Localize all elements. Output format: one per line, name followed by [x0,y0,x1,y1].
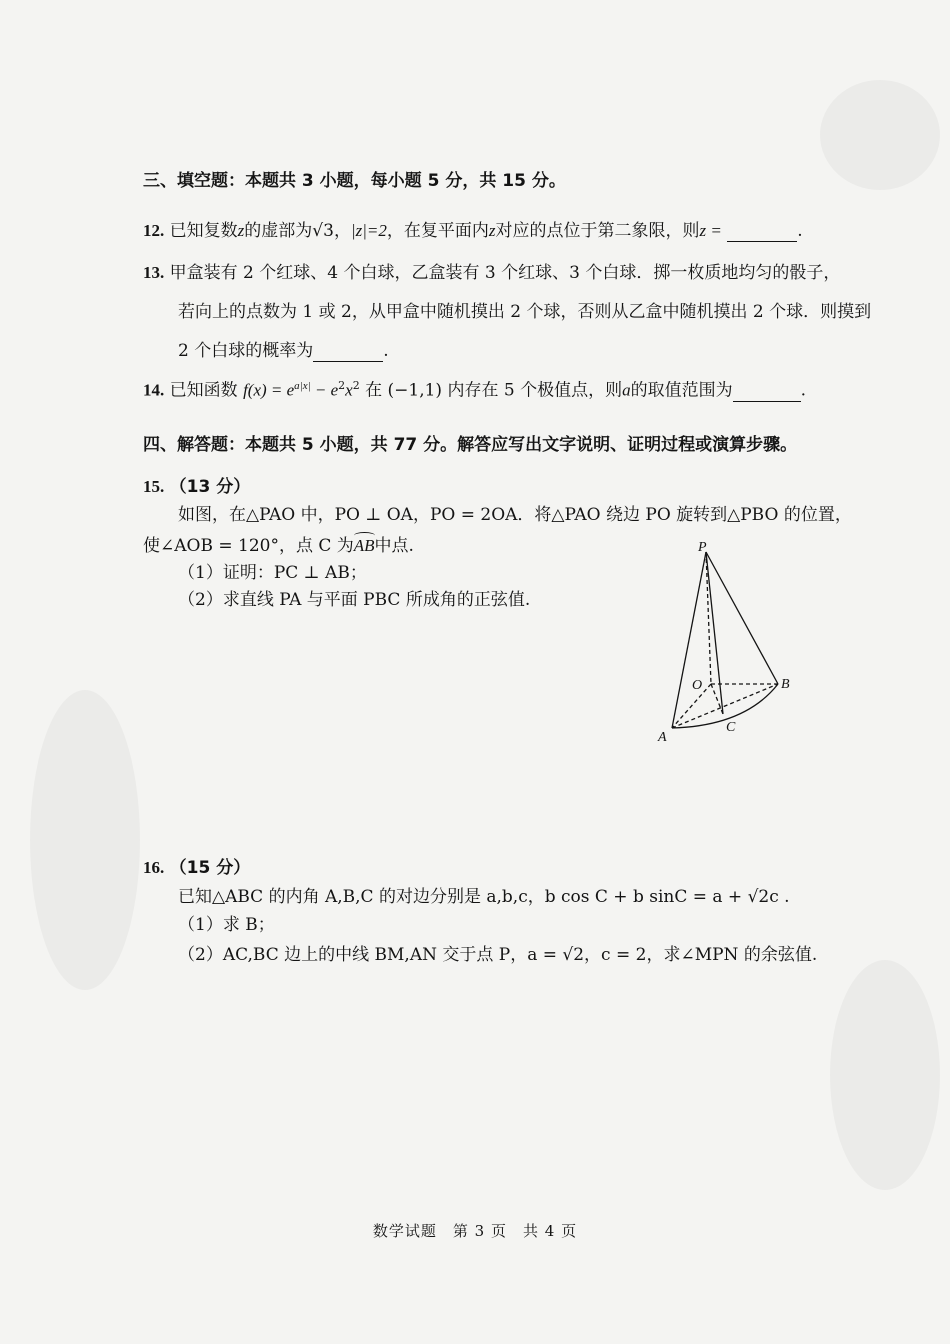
q12-end: . [797,221,803,241]
q14-text: 的取值范围为 [630,380,733,401]
q12-text: ， [333,221,351,241]
question-number: 13. [143,263,165,282]
q15-part1: （1）证明：PC ⊥ AB； [178,563,367,583]
edge-PC [706,552,723,714]
answer-blank[interactable] [313,345,383,362]
q14-end: . [800,380,806,401]
q16-line1: 已知△ABC 的内角 A,B,C 的对边分别是 a,b,c，b cos C + b sinC = a + √2c . [178,887,790,907]
edge-AB [672,684,778,728]
q12-var: z [488,221,496,240]
q13-line3-wrap [178,340,389,362]
q12-text: ，在复平面内 [386,221,489,241]
question-14 [143,375,806,402]
q13-line2: 若向上的点数为 1 或 2，从甲盒中随机摸出 2 个球，否则从乙盒中随机摸出 2 个球．则摸到 [178,302,872,322]
label-B: B [781,677,790,692]
q14-sq: 2 [352,379,360,392]
q15-line2b: 中点. [374,536,414,556]
label-P: P [698,540,707,555]
edge-PA [672,552,706,728]
edge-PB [706,552,778,684]
q12-answer-label: z = [699,221,722,240]
cone-figure [650,538,800,748]
q13-line1: 甲盒装有 2 个红球、4 个白球，乙盒装有 3 个红球、3 个白球．掷一枚质地均匀的骰子， [169,263,841,283]
question-score: （15 分） [169,858,251,878]
question-13 [143,262,840,284]
question-12 [143,220,803,242]
arc-label: AB [353,536,375,555]
q12-text: 已知复数 [169,221,238,241]
arc-ab [354,535,375,557]
label-C: C [726,720,736,735]
question-number: 14. [143,380,165,400]
scan-smudge [830,960,940,1190]
q13-end: . [383,341,389,361]
q15-line2a: 使∠AOB = 120°，点 C 为 [143,536,354,556]
q12-modulus: |z|=2 [350,221,387,240]
q12-sqrt: √3 [312,221,334,241]
section3-header: 三、填空题：本题共 3 小题，每小题 5 分，共 15 分。 [143,171,566,191]
q12-var: z [237,221,245,240]
q12-text: 对应的点位于第二象限，则 [495,221,700,241]
q14-func: f(x) = e [243,380,295,400]
q14-exp: a|x| [294,380,311,392]
answer-blank[interactable] [733,385,801,402]
q16-part2: （2）AC,BC 边上的中线 BM,AN 交于点 P，a = √2，c = 2，求∠MPN 的余弦值. [178,945,818,965]
page-footer: 数学试题 第 3 页 共 4 页 [372,1222,578,1240]
label-A: A [658,730,667,745]
q15-line2 [143,535,414,557]
question-number: 16. [143,858,165,877]
question-number: 15. [143,477,165,496]
q16-part1: （1）求 B； [178,915,275,935]
q12-text: 的虚部为 [244,221,313,241]
answer-blank[interactable] [727,225,797,242]
scan-smudge [820,80,940,190]
q14-var: a [622,380,631,400]
question-number: 12. [143,221,165,240]
q13-line3: 2 个白球的概率为 [178,341,314,361]
scan-smudge [30,690,140,990]
question-16 [143,857,250,879]
q15-line1: 如图，在△PAO 中，PO ⊥ OA，PO = 2OA．将△PAO 绕边 PO 旋转到△PBO 的位置， [178,505,852,525]
q14-sq: 2 [338,379,346,392]
question-15 [143,476,250,498]
question-score: （13 分） [169,477,251,497]
label-O: O [692,678,703,693]
q14-text: 已知函数 [169,380,238,401]
q14-x: x [345,380,353,400]
section4-header: 四、解答题：本题共 5 小题，共 77 分。解答应写出文字说明、证明过程或演算步骤。 [143,435,798,455]
arc-mark [354,532,375,539]
q14-minus: − e [310,380,339,400]
q14-text: 在 (−1,1) 内存在 5 个极值点，则 [365,380,623,401]
q15-part2: （2）求直线 PA 与平面 PBC 所成角的正弦值. [178,590,531,610]
